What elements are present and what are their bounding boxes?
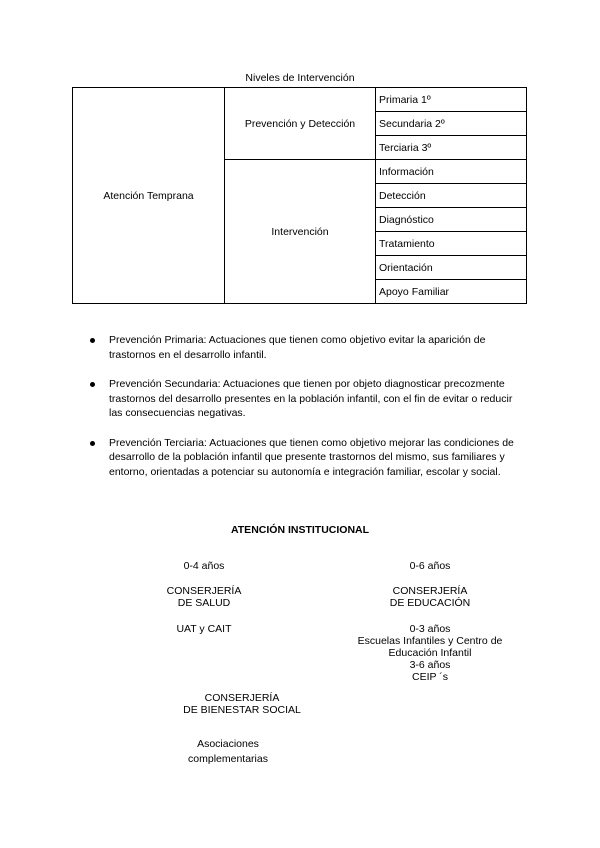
social-dept-line2: DE BIENESTAR SOCIAL [183,704,301,716]
bullet-icon [90,338,95,343]
health-age: 0-4 años [183,560,225,572]
list-item [90,436,520,480]
health-service: UAT y CAIT [176,623,232,635]
social-service-line1: Asociaciones [197,738,259,750]
level-cell: Terciaria 3º [376,136,527,160]
education-dept-line2: DE EDUCACIÓN [389,597,471,609]
social-service [136,737,320,767]
education-sub-age-2: 3-6 años [409,659,451,671]
social-dept-line1: CONSERJERÍA [204,692,280,704]
level-cell: Apoyo Familiar [376,280,527,304]
education-service-1-line2: Educación Infantil [388,647,472,659]
education-age: 0-6 años [409,560,451,572]
bullet-icon [90,382,95,387]
education-sub-age-1: 0-3 años [409,623,451,635]
group-cell-intervention: Intervención [225,160,376,304]
education-service-2: CEIP ´s [412,671,448,683]
social-dept [150,692,334,716]
education-dept-line1: CONSERJERÍA [392,585,468,597]
list-item [90,333,520,362]
prevention-definitions-list [90,333,520,494]
education-services [330,623,530,683]
health-dept [136,585,272,609]
bullet-icon [90,441,95,446]
table-caption: Niveles de Intervención [245,72,355,84]
bullet-text: Prevención Secundaria: Actuaciones que tienen por objeto diagnosticar precozmente trastornos del desarrollo presentes en la población infantil, con el fin de evitar o reducir las consecuencias negativas. [109,378,513,419]
list-item [90,377,520,421]
education-service-1-line1: Escuelas Infantiles y Centro de [357,635,503,647]
bullet-text: Prevención Terciaria: Actuaciones que tienen como objetivo mejorar las condiciones de desarrollo de la población infantil que presente trastornos del mismo, sus familiares y entorno, orientadas a potenciar su autonomía e integración familiar, escolar y social. [109,436,514,478]
section-heading: ATENCIÓN INSTITUCIONAL [230,524,370,536]
intervention-levels-table [72,87,527,304]
bullet-text: Prevención Primaria: Actuaciones que tienen como objetivo evitar la aparición de trastornos en el desarrollo infantil. [109,334,486,361]
health-dept-line2: DE SALUD [177,597,231,609]
level-cell: Secundaria 2º [376,112,527,136]
level-cell: Orientación [376,256,527,280]
health-dept-line1: CONSERJERÍA [166,585,242,597]
level-cell: Detección [376,184,527,208]
level-cell: Diagnóstico [376,208,527,232]
root-cell: Atención Temprana [73,88,225,304]
level-cell: Tratamiento [376,232,527,256]
social-service-line2: complementarias [188,753,268,765]
level-cell: Primaria 1º [376,88,527,112]
level-cell: Información [376,160,527,184]
group-cell-prevention: Prevención y Detección [225,88,376,160]
education-dept [330,585,530,609]
